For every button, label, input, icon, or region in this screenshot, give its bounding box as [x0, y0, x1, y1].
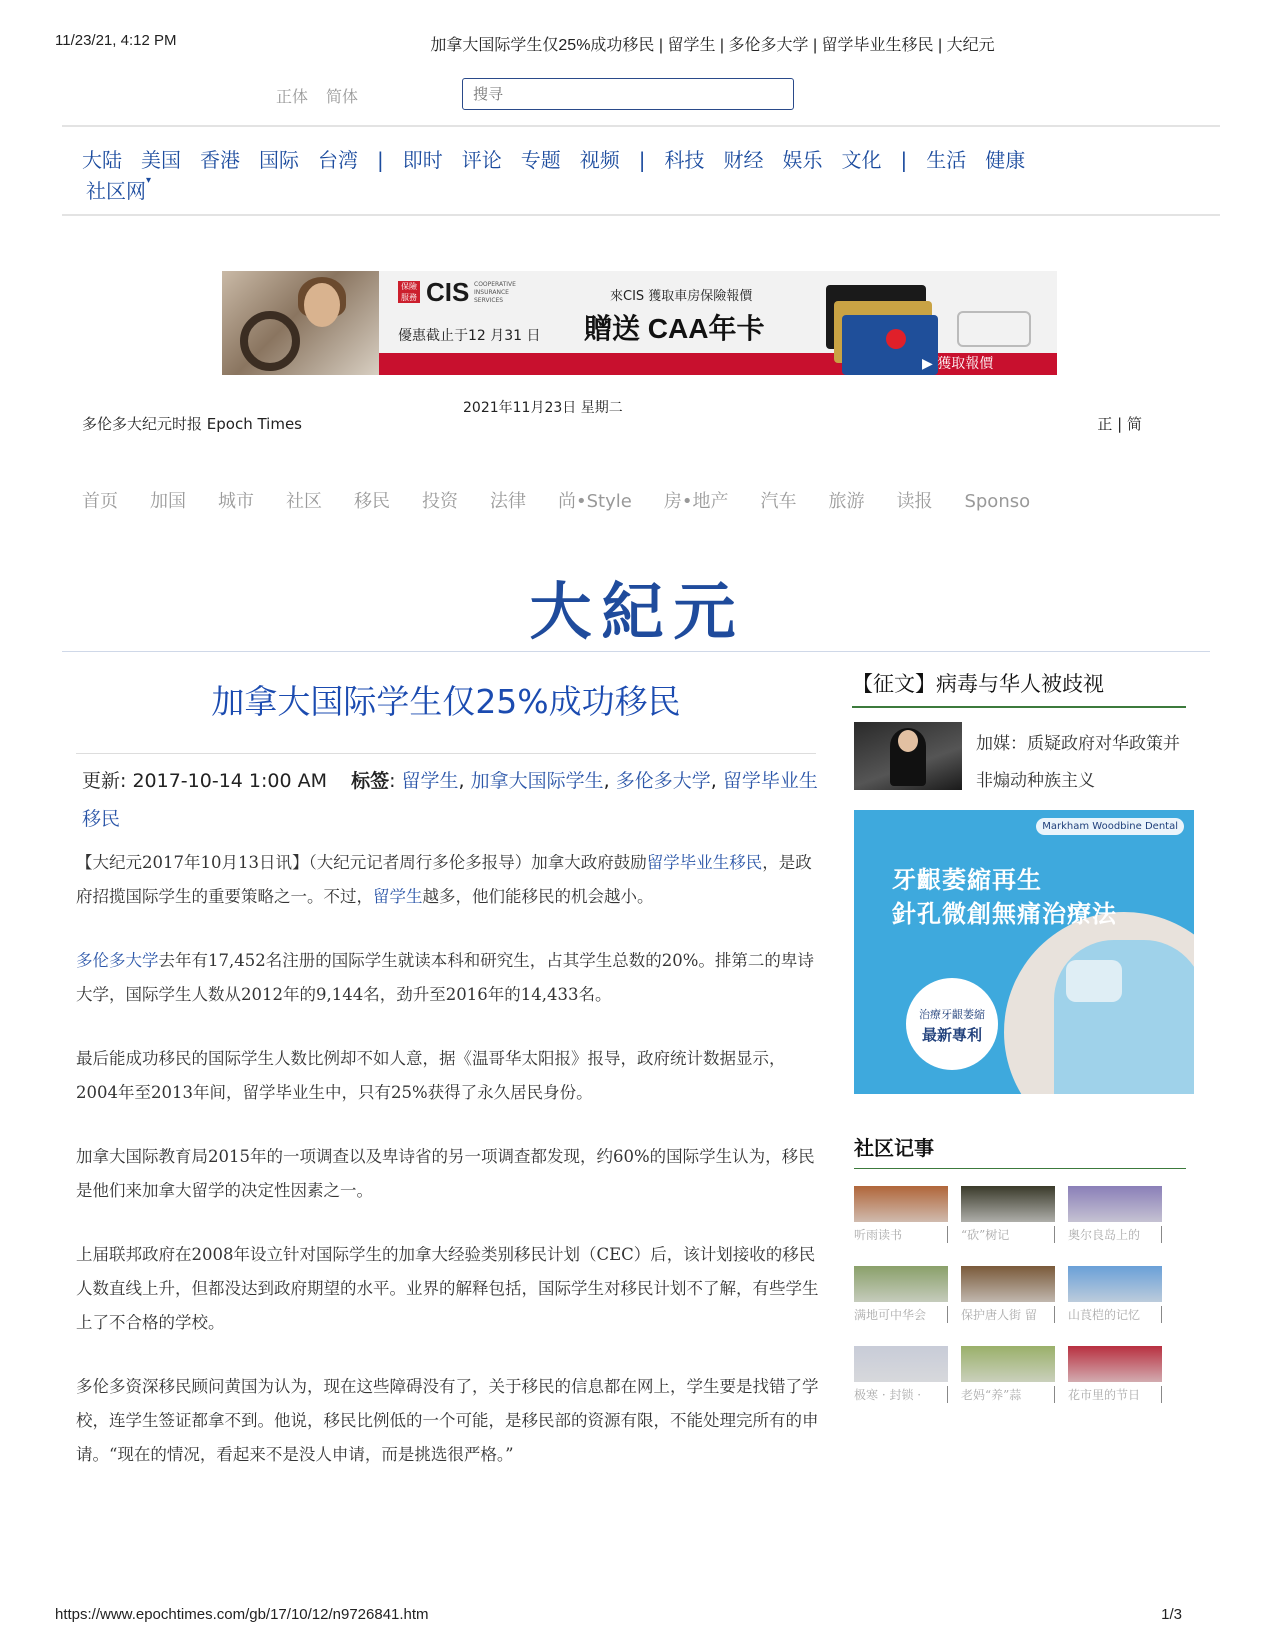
ad-top-line: 來CIS 獲取車房保險報價 — [610, 289, 753, 304]
ad-mask — [1066, 960, 1122, 1002]
cis-logo: CIS — [426, 277, 470, 307]
steering-wheel-icon — [240, 311, 300, 371]
nav-separator: | — [900, 148, 908, 172]
main-nav — [82, 147, 1202, 173]
text: 去年有17,452名注册的国际学生就读本科和研究生，占其学生总数的20%。排第二的卑诗大学，国际学生人数从2012年的9,144名，劲升至2016年的14,433名。 — [76, 951, 814, 1004]
nav-item[interactable]: 专题 — [520, 148, 561, 172]
article-headline: 加拿大国际学生仅25%成功移民 — [211, 682, 681, 721]
sidebar-section-title: 【征文】病毒与华人被歧视 — [852, 672, 1104, 696]
article-body — [76, 846, 820, 1502]
site-name: 多伦多大纪元时报 Epoch Times — [82, 415, 302, 433]
community-item[interactable] — [961, 1266, 1055, 1332]
inline-link[interactable]: 多伦多大学 — [76, 951, 159, 970]
community-thumbnail — [961, 1346, 1055, 1382]
caret-down-icon: ▾ — [146, 175, 152, 186]
dental-logo: Markham Woodbine Dental — [1036, 818, 1184, 835]
divider — [854, 1168, 1186, 1169]
nav-item[interactable]: 香港 — [200, 148, 240, 172]
community-thumbnail — [961, 1266, 1055, 1302]
nav-community-label: 社区网 — [86, 179, 146, 203]
nav-item[interactable]: 生活 — [926, 148, 967, 172]
search-input[interactable] — [463, 79, 793, 109]
community-item[interactable] — [1068, 1186, 1162, 1252]
section-nav-item[interactable]: 首页 — [82, 491, 118, 512]
community-caption: 老妈“养”蒜 — [961, 1386, 1055, 1403]
community-item[interactable] — [854, 1266, 948, 1332]
community-caption: 听雨读书 — [854, 1226, 948, 1243]
section-nav-item[interactable]: 读报 — [896, 491, 933, 512]
section-nav-item[interactable]: 投资 — [422, 491, 458, 512]
lang-traditional-link[interactable]: 正体 — [276, 87, 309, 106]
script-switch[interactable]: 正 | 简 — [1097, 415, 1142, 433]
community-caption: “砍”树记 — [961, 1226, 1055, 1243]
search-box — [462, 78, 794, 110]
inline-link[interactable]: 留学生 — [373, 887, 423, 906]
ad-offer-date: 優惠截止于12 月31 日 — [398, 328, 541, 344]
community-thumbnail — [1068, 1186, 1162, 1222]
section-nav-item[interactable]: 房•地产 — [663, 491, 729, 512]
ad-line: 針孔微創無痛治療法 — [892, 900, 1117, 928]
nav-item[interactable]: 财经 — [723, 148, 764, 172]
nav-item[interactable]: 大陆 — [82, 148, 122, 172]
nav-item[interactable]: 文化 — [841, 148, 882, 172]
divider — [852, 706, 1186, 708]
nav-item[interactable]: 科技 — [664, 148, 705, 172]
community-item[interactable] — [1068, 1346, 1162, 1412]
dental-ad[interactable] — [854, 810, 1194, 1094]
tag-link[interactable]: 留学生 — [401, 770, 459, 792]
section-nav-item[interactable]: 尚•Style — [558, 491, 632, 512]
tag-link[interactable]: 加拿大国际学生 — [470, 770, 604, 792]
tags-label: 标签 — [351, 770, 390, 792]
community-thumbnail — [1068, 1346, 1162, 1382]
community-caption: 满地可中华会 — [854, 1306, 948, 1323]
section-nav-item[interactable]: 汽车 — [760, 491, 797, 512]
text: ，是政府招揽国际学生的重要策略之一。不过， — [76, 853, 812, 906]
paragraph: 最后能成功移民的国际学生人数比例却不如人意，据《温哥华太阳报》报导，政府统计数据显示，2004年至2013年间，留学毕业生中，只有25%获得了永久居民身份。 — [76, 1049, 786, 1102]
thumbnail-face — [898, 730, 918, 752]
text: 越多，他们能移民的机会越小。 — [422, 887, 654, 906]
print-datetime: 11/23/21, 4:12 PM — [55, 32, 177, 49]
community-caption: 山茛桤的记忆 — [1068, 1306, 1162, 1323]
nav-item[interactable]: 娱乐 — [782, 148, 823, 172]
nav-item[interactable]: 视频 — [579, 148, 620, 172]
community-item[interactable] — [854, 1346, 948, 1412]
nav-item[interactable]: 健康 — [985, 148, 1026, 172]
cis-logo-box: 保險 服務 — [398, 281, 420, 303]
section-nav-item[interactable]: 加国 — [150, 491, 186, 512]
paragraph: 多伦多资深移民顾问黄国为认为，现在这些障碍没有了，关于移民的信息都在网上，学生要是找错了学校，连学生签证都拿不到。他说，移民比例低的一个可能，是移民部的资源有限，不能处理完所有的申请。“现在的情况，看起来不是没人申请，而是挑选很严格。” — [76, 1377, 819, 1464]
ribbon-icon — [886, 329, 906, 349]
nav-item[interactable]: 台湾 — [318, 148, 358, 172]
updated-label: 更新: — [82, 770, 127, 792]
nav-item[interactable]: 评论 — [461, 148, 502, 172]
nav-item[interactable]: 即时 — [402, 148, 443, 172]
divider — [62, 651, 1210, 652]
section-nav — [82, 487, 1104, 513]
community-thumbnail — [961, 1186, 1055, 1222]
divider — [76, 753, 816, 754]
community-caption: 极寒 · 封锁 · — [854, 1386, 948, 1403]
nav-community-dropdown[interactable] — [86, 175, 151, 204]
paragraph — [76, 846, 820, 914]
text: 【大纪元2017年10月13日讯】（大纪元记者周行多伦多报导）加拿大政府鼓励 — [76, 853, 647, 872]
community-thumbnail — [854, 1266, 948, 1302]
paragraph — [76, 944, 820, 1012]
section-nav-item[interactable]: 城市 — [218, 491, 254, 512]
print-page-number: 1/3 — [1161, 1606, 1182, 1623]
community-caption: 保护唐人街 留 — [961, 1306, 1055, 1323]
ad-badge-text: 治療牙齦萎縮 — [919, 1008, 985, 1021]
ad-photo-face — [304, 283, 340, 327]
section-nav-item[interactable]: Sponso — [964, 491, 1031, 512]
print-url: https://www.epochtimes.com/gb/17/10/12/n9726841.htm — [55, 1606, 429, 1623]
nav-item[interactable]: 美国 — [141, 148, 181, 172]
paragraph: 加拿大国际教育局2015年的一项调查以及卑诗省的另一项调查都发现，约60%的国际学生认为，移民是他们来加拿大留学的决定性因素之一。 — [76, 1147, 815, 1200]
community-thumbnail — [854, 1186, 948, 1222]
community-item[interactable] — [961, 1186, 1055, 1252]
ad-badge-text: 最新專利 — [921, 1026, 982, 1044]
ad-cta[interactable]: ▶ 獲取報價 — [922, 356, 994, 372]
nav-separator: | — [377, 148, 384, 172]
section-nav-item[interactable]: 法律 — [490, 491, 526, 512]
cis-logo-subtitle: COOPERATIVE INSURANCE SERVICES — [474, 281, 516, 304]
community-item[interactable] — [1068, 1266, 1162, 1332]
sidebar-story-link[interactable]: 加媒：质疑政府对华政策并非煽动种族主义 — [976, 734, 1180, 791]
print-page-title: 加拿大国际学生仅25%成功移民 | 留学生 | 多伦多大学 | 留学毕业生移民 | 大纪元 — [430, 37, 995, 54]
section-nav-item[interactable]: 社区 — [286, 491, 322, 512]
epoch-times-logo[interactable]: 大紀元 — [529, 575, 746, 648]
tow-truck-icon — [957, 311, 1031, 347]
community-caption: 奥尔良岛上的 — [1068, 1226, 1162, 1243]
nav-separator: | — [638, 148, 646, 172]
article-meta: 更新: 2017-10-14 1:00 AM 标签: 留学生, 加拿大国际学生, 多伦多大学, 留学毕业生移民 — [82, 770, 818, 830]
nav-item[interactable]: 国际 — [259, 148, 299, 172]
community-thumbnail — [1068, 1266, 1162, 1302]
paragraph: 上届联邦政府在2008年设立针对国际学生的加拿大经验类别移民计划（CEC）后，该计划接收的移民人数直线上升，但都没达到政府期望的水平。业界的解释包括，国际学生对移民计划不了解，有些学生上了不合格的学校。 — [76, 1245, 819, 1332]
ad-line: 牙齦萎縮再生 — [892, 866, 1042, 894]
tag-link[interactable]: 留学毕业生移民 — [82, 770, 818, 830]
community-item[interactable] — [961, 1346, 1055, 1412]
updated-value: 2017-10-14 1:00 AM — [132, 770, 328, 792]
ad-headline: 贈送 CAA年卡 — [584, 313, 765, 344]
divider — [62, 214, 1220, 216]
divider — [62, 125, 1220, 127]
section-nav-item[interactable]: 旅游 — [828, 491, 865, 512]
community-caption: 花市里的节日 — [1068, 1386, 1162, 1403]
lang-simplified-link[interactable]: 简体 — [326, 87, 359, 106]
section-nav-item[interactable]: 移民 — [354, 491, 390, 512]
site-date: 2021年11月23日 星期二 — [463, 400, 623, 416]
inline-link[interactable]: 留学毕业生移民 — [646, 853, 763, 872]
community-thumbnail — [854, 1346, 948, 1382]
tag-link[interactable]: 多伦多大学 — [615, 770, 711, 792]
insurance-banner-ad[interactable] — [222, 271, 1057, 375]
community-item[interactable] — [854, 1186, 948, 1252]
community-section-title: 社区记事 — [854, 1136, 934, 1160]
